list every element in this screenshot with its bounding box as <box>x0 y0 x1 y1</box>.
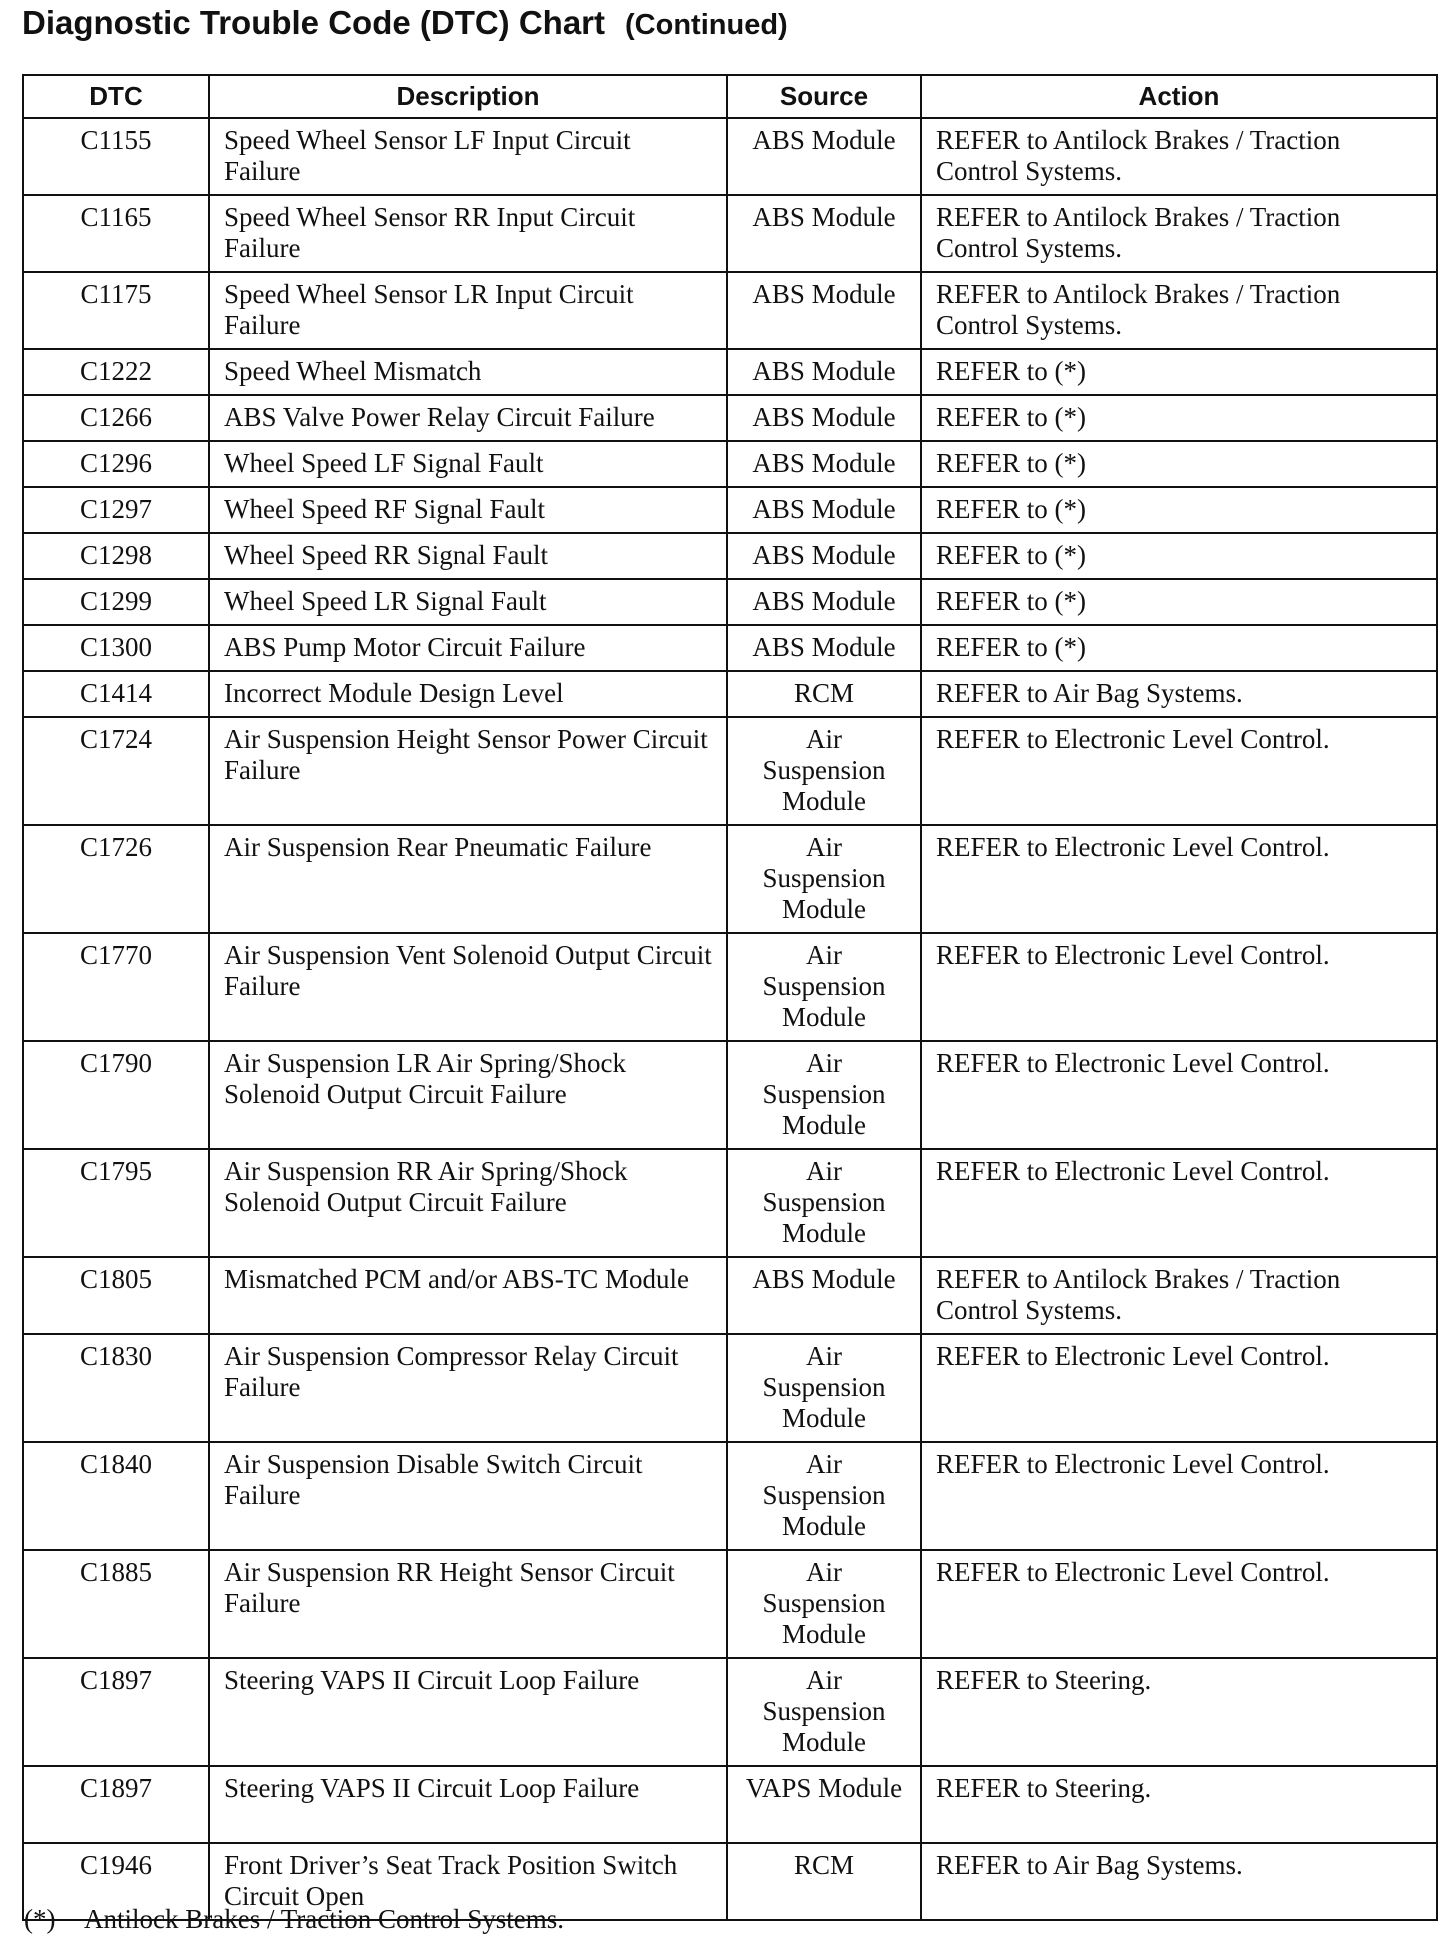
dtc-cell: C1897 <box>23 1766 209 1843</box>
description-cell: Speed Wheel Sensor RR Input Circuit Failure <box>209 195 727 272</box>
source-cell: Air Suspension Module <box>727 1334 921 1442</box>
table-row <box>23 118 1437 195</box>
action-cell: REFER to Electronic Level Control. <box>921 1442 1437 1550</box>
table-row <box>23 825 1437 933</box>
table-row <box>23 441 1437 487</box>
action-cell: REFER to Steering. <box>921 1766 1437 1843</box>
column-header-dtc: DTC <box>23 75 209 118</box>
action-cell: REFER to Electronic Level Control. <box>921 933 1437 1041</box>
table-row <box>23 395 1437 441</box>
table-row <box>23 933 1437 1041</box>
dtc-cell: C1165 <box>23 195 209 272</box>
dtc-cell: C1155 <box>23 118 209 195</box>
dtc-cell: C1805 <box>23 1257 209 1334</box>
table-row <box>23 1550 1437 1658</box>
table-header-row <box>23 75 1437 118</box>
source-cell: Air Suspension Module <box>727 1658 921 1766</box>
action-cell: REFER to (*) <box>921 625 1437 671</box>
footnote-marker: (*) <box>24 1904 56 1934</box>
column-header-source: Source <box>727 75 921 118</box>
dtc-cell: C1300 <box>23 625 209 671</box>
description-cell: Air Suspension Height Sensor Power Circuit Failure <box>209 717 727 825</box>
table-row <box>23 1041 1437 1149</box>
description-cell: Steering VAPS II Circuit Loop Failure <box>209 1658 727 1766</box>
table-row <box>23 272 1437 349</box>
dtc-cell: C1885 <box>23 1550 209 1658</box>
source-cell: ABS Module <box>727 195 921 272</box>
action-cell: REFER to (*) <box>921 441 1437 487</box>
source-cell: ABS Module <box>727 1257 921 1334</box>
column-header-description: Description <box>209 75 727 118</box>
description-cell: Front Driver’s Seat Track Position Switch Circuit Open <box>209 1843 727 1920</box>
dtc-cell: C1770 <box>23 933 209 1041</box>
source-cell: ABS Module <box>727 579 921 625</box>
action-cell: REFER to Steering. <box>921 1658 1437 1766</box>
dtc-cell: C1726 <box>23 825 209 933</box>
table-row <box>23 487 1437 533</box>
description-cell: Wheel Speed RF Signal Fault <box>209 487 727 533</box>
description-cell: Incorrect Module Design Level <box>209 671 727 717</box>
table-row <box>23 1149 1437 1257</box>
dtc-cell: C1175 <box>23 272 209 349</box>
description-cell: Wheel Speed LR Signal Fault <box>209 579 727 625</box>
action-cell: REFER to (*) <box>921 349 1437 395</box>
description-cell: Air Suspension LR Air Spring/Shock Solenoid Output Circuit Failure <box>209 1041 727 1149</box>
action-cell: REFER to Electronic Level Control. <box>921 1149 1437 1257</box>
action-cell: REFER to Antilock Brakes / Traction Control Systems. <box>921 118 1437 195</box>
table-row <box>23 349 1437 395</box>
table-row <box>23 579 1437 625</box>
source-cell: Air Suspension Module <box>727 1442 921 1550</box>
source-cell: RCM <box>727 671 921 717</box>
action-cell: REFER to Antilock Brakes / Traction Control Systems. <box>921 272 1437 349</box>
source-cell: ABS Module <box>727 533 921 579</box>
action-cell: REFER to (*) <box>921 395 1437 441</box>
table-row <box>23 1766 1437 1843</box>
dtc-cell: C1298 <box>23 533 209 579</box>
footnote <box>24 1904 564 1935</box>
dtc-cell: C1790 <box>23 1041 209 1149</box>
description-cell: ABS Valve Power Relay Circuit Failure <box>209 395 727 441</box>
dtc-cell: C1222 <box>23 349 209 395</box>
dtc-cell: C1414 <box>23 671 209 717</box>
dtc-cell: C1299 <box>23 579 209 625</box>
table-row <box>23 1658 1437 1766</box>
dtc-cell: C1795 <box>23 1149 209 1257</box>
source-cell: ABS Module <box>727 272 921 349</box>
action-cell: REFER to Electronic Level Control. <box>921 1334 1437 1442</box>
description-cell: Air Suspension RR Air Spring/Shock Solenoid Output Circuit Failure <box>209 1149 727 1257</box>
action-cell: REFER to (*) <box>921 487 1437 533</box>
footnote-text: Antilock Brakes / Traction Control Systems. <box>84 1904 565 1934</box>
action-cell: REFER to Electronic Level Control. <box>921 1041 1437 1149</box>
action-cell: REFER to Electronic Level Control. <box>921 717 1437 825</box>
column-header-action: Action <box>921 75 1437 118</box>
description-cell: Wheel Speed RR Signal Fault <box>209 533 727 579</box>
description-cell: Speed Wheel Sensor LF Input Circuit Failure <box>209 118 727 195</box>
description-cell: Air Suspension Vent Solenoid Output Circuit Failure <box>209 933 727 1041</box>
source-cell: Air Suspension Module <box>727 1550 921 1658</box>
description-cell: Speed Wheel Sensor LR Input Circuit Failure <box>209 272 727 349</box>
dtc-cell: C1840 <box>23 1442 209 1550</box>
dtc-cell: C1297 <box>23 487 209 533</box>
dtc-cell: C1724 <box>23 717 209 825</box>
source-cell: Air Suspension Module <box>727 933 921 1041</box>
action-cell: REFER to Electronic Level Control. <box>921 1550 1437 1658</box>
table-row <box>23 717 1437 825</box>
dtc-cell: C1830 <box>23 1334 209 1442</box>
source-cell: Air Suspension Module <box>727 1149 921 1257</box>
action-cell: REFER to Antilock Brakes / Traction Control Systems. <box>921 1257 1437 1334</box>
action-cell: REFER to Air Bag Systems. <box>921 1843 1437 1920</box>
dtc-cell: C1946 <box>23 1843 209 1920</box>
source-cell: Air Suspension Module <box>727 825 921 933</box>
description-cell: Speed Wheel Mismatch <box>209 349 727 395</box>
table-row <box>23 671 1437 717</box>
source-cell: ABS Module <box>727 118 921 195</box>
source-cell: Air Suspension Module <box>727 717 921 825</box>
chart-title-suffix: (Continued) <box>625 9 788 41</box>
description-cell: Mismatched PCM and/or ABS-TC Module <box>209 1257 727 1334</box>
source-cell: ABS Module <box>727 625 921 671</box>
table-row <box>23 1334 1437 1442</box>
action-cell: REFER to Air Bag Systems. <box>921 671 1437 717</box>
source-cell: RCM <box>727 1843 921 1920</box>
table-row <box>23 1257 1437 1334</box>
page-title <box>22 4 788 42</box>
table-row <box>23 533 1437 579</box>
source-cell: VAPS Module <box>727 1766 921 1843</box>
source-cell: ABS Module <box>727 349 921 395</box>
description-cell: Air Suspension Rear Pneumatic Failure <box>209 825 727 933</box>
source-cell: ABS Module <box>727 487 921 533</box>
dtc-cell: C1897 <box>23 1658 209 1766</box>
action-cell: REFER to (*) <box>921 579 1437 625</box>
description-cell: Air Suspension Disable Switch Circuit Failure <box>209 1442 727 1550</box>
source-cell: ABS Module <box>727 395 921 441</box>
action-cell: REFER to Antilock Brakes / Traction Control Systems. <box>921 195 1437 272</box>
description-cell: Air Suspension RR Height Sensor Circuit Failure <box>209 1550 727 1658</box>
dtc-cell: C1296 <box>23 441 209 487</box>
dtc-table <box>22 74 1438 1921</box>
description-cell: Steering VAPS II Circuit Loop Failure <box>209 1766 727 1843</box>
table-row <box>23 195 1437 272</box>
source-cell: ABS Module <box>727 441 921 487</box>
source-cell: Air Suspension Module <box>727 1041 921 1149</box>
dtc-cell: C1266 <box>23 395 209 441</box>
description-cell: ABS Pump Motor Circuit Failure <box>209 625 727 671</box>
chart-title: Diagnostic Trouble Code (DTC) Chart <box>22 4 606 41</box>
table-row <box>23 625 1437 671</box>
action-cell: REFER to (*) <box>921 533 1437 579</box>
description-cell: Air Suspension Compressor Relay Circuit Failure <box>209 1334 727 1442</box>
description-cell: Wheel Speed LF Signal Fault <box>209 441 727 487</box>
action-cell: REFER to Electronic Level Control. <box>921 825 1437 933</box>
table-row <box>23 1442 1437 1550</box>
